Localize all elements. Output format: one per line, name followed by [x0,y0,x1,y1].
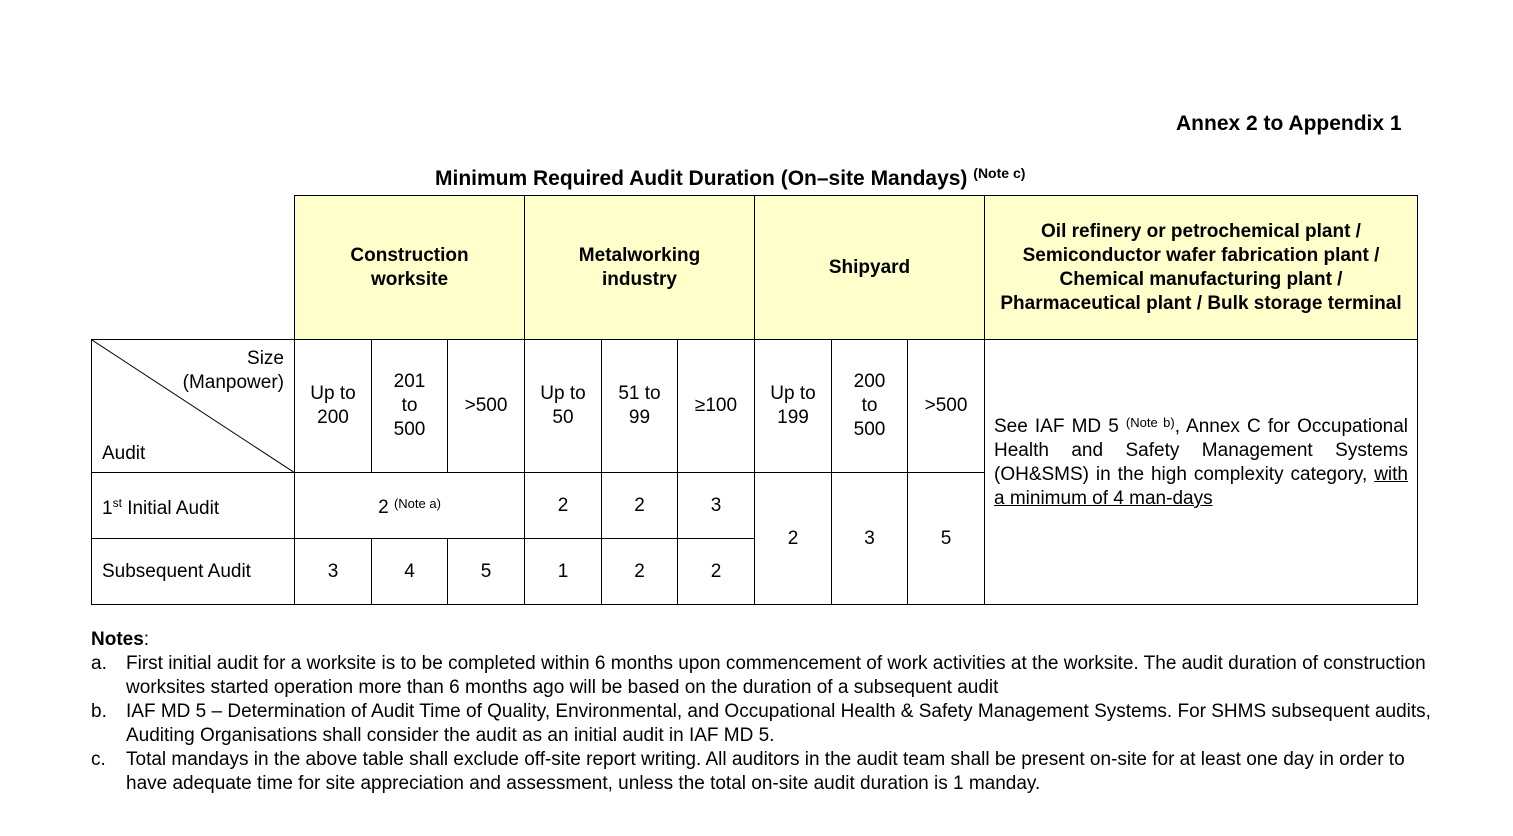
subsequent-metalworking-3: 2 [678,539,755,605]
row-label-initial-audit [92,473,295,539]
header-construction: Construction worksite [295,196,525,340]
notes-heading [91,628,1431,652]
size-label: Size [247,348,284,369]
notes-heading-colon: : [143,629,150,650]
header-metalworking: Metalworking industry [525,196,755,340]
manpower-label: (Manpower) [182,372,284,393]
size-manpower-label [183,347,284,395]
subsequent-construction-2: 4 [372,539,448,605]
initial-construction [295,473,525,539]
audit-duration-table [91,195,1418,605]
diagonal-header-cell [92,340,295,473]
oil-text-note: (Note b) [1125,415,1175,430]
blank-corner-cell [92,196,295,340]
initial-construction-note: (Note a) [393,495,441,511]
initial-label-sup: st [112,495,122,510]
oil-text-part1: See IAF MD 5 [994,416,1126,437]
size-metalworking-1: Up to 50 [525,340,602,473]
oil-refinery-note-cell [985,340,1418,605]
subsequent-construction-1: 3 [295,539,372,605]
size-metalworking-3: ≥100 [678,340,755,473]
title-note: (Note c) [973,165,1026,181]
annex-label: Annex 2 to Appendix 1 [1176,112,1402,135]
notes-section [91,628,1431,796]
size-shipyard-2: 200 to 500 [832,340,908,473]
size-construction-2: 201 to 500 [372,340,448,473]
note-c-text: Total mandays in the above table shall exclude off-site report writing. All auditors in the audit team shall be present on-site for at least one day in order to have adequate time for site appreciation and assessment, unless the total on-site audit duration is 1 manday. [126,749,1405,794]
row-label-subsequent-audit: Subsequent Audit [92,539,295,605]
size-construction-3: >500 [448,340,525,473]
subsequent-metalworking-1: 1 [525,539,602,605]
size-metalworking-2: 51 to 99 [602,340,678,473]
shipyard-3-combined: 5 [908,473,985,605]
initial-label-num: 1 [102,497,113,519]
initial-label-rest: Initial Audit [121,497,220,519]
oil-text-part2: , Annex C for Occupational Health and Safety Management Systems (OH&SMS) in the high complexity category, [994,416,1408,485]
note-b [91,700,1431,748]
initial-metalworking-1: 2 [525,473,602,539]
note-c [91,748,1431,796]
notes-heading-text: Notes [91,629,144,650]
title-text: Minimum Required Audit Duration (On–site Mandays) [435,167,968,190]
size-shipyard-1: Up to 199 [755,340,832,473]
oil-text-underlined: with a minimum of 4 man-days [994,464,1408,509]
size-construction-1: Up to 200 [295,340,372,473]
initial-metalworking-2: 2 [602,473,678,539]
note-c-label: c. [91,749,106,770]
shipyard-2-combined: 3 [832,473,908,605]
header-shipyard: Shipyard [755,196,985,340]
size-shipyard-3: >500 [908,340,985,473]
note-a-text: First initial audit for a worksite is to be completed within 6 months upon commencement of work activities at the worksite. The audit duration of construction worksites started operation more than 6 months ago will be based on the duration of a subsequent audit [126,653,1426,698]
note-b-text: IAF MD 5 – Determination of Audit Time of Quality, Environmental, and Occupational Health & Safety Management Systems. For SHMS subsequent audits, Auditing Organisations shall consider the audit as an initial audit in IAF MD 5. [126,701,1431,746]
note-a-label: a. [91,653,107,674]
audit-label: Audit [102,443,146,464]
initial-metalworking-3: 3 [678,473,755,539]
note-b-label: b. [91,701,107,722]
shipyard-1-combined: 2 [755,473,832,605]
note-a [91,652,1431,700]
initial-construction-value: 2 [378,496,389,518]
table-title [435,165,1025,191]
header-oil-refinery: Oil refinery or petrochemical plant / Semiconductor wafer fabrication plant / Chemical manufacturing plant / Pharmaceutical plant / Bulk storage terminal [985,196,1418,340]
subsequent-metalworking-2: 2 [602,539,678,605]
subsequent-construction-3: 5 [448,539,525,605]
